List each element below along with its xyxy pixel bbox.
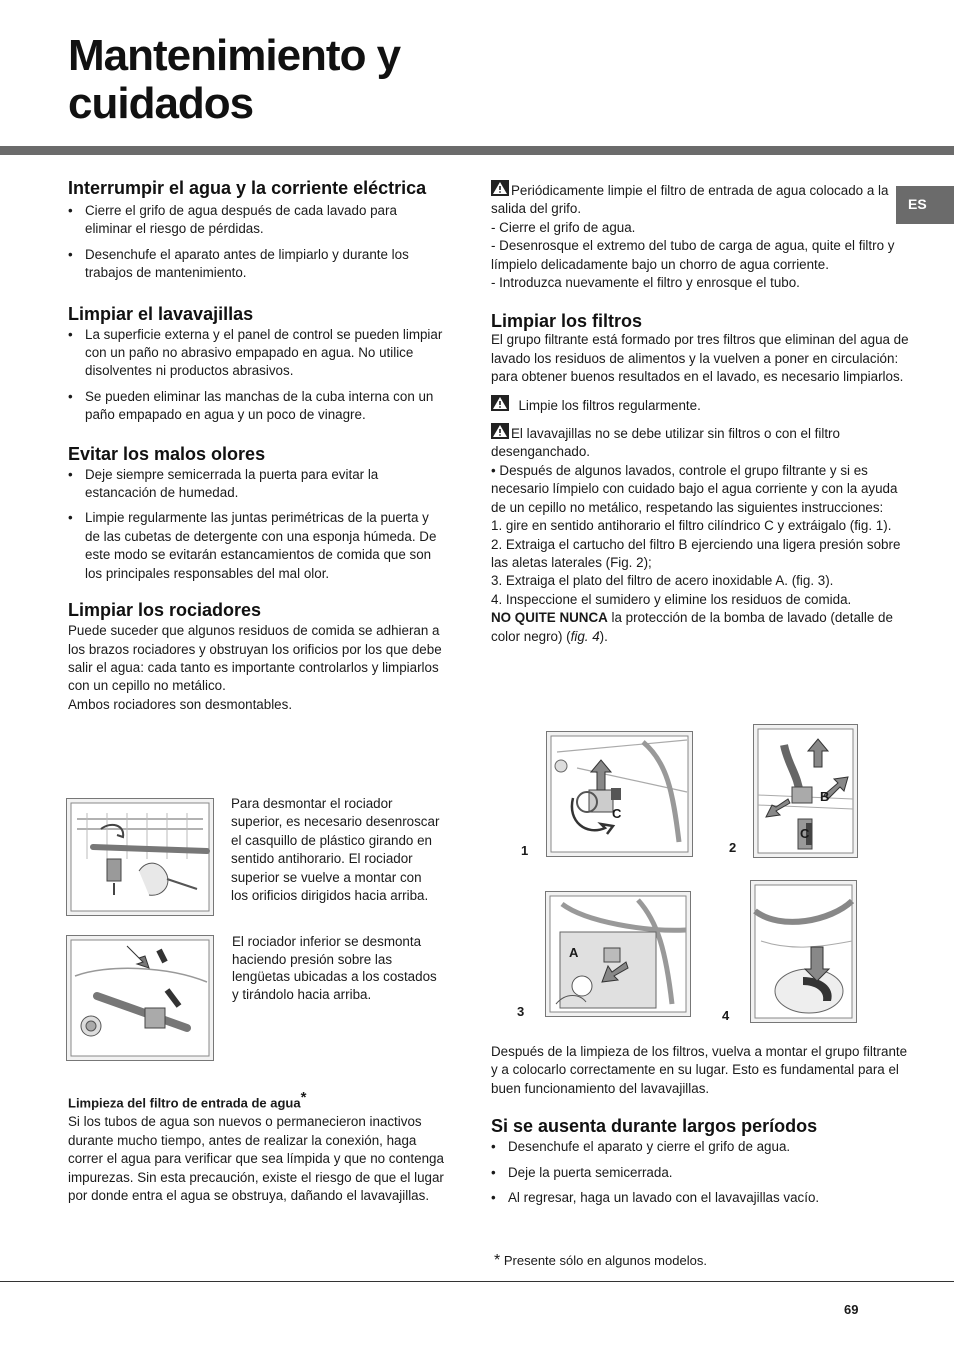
paragraph-inlet-4: - Introduzca nuevamente el filtro y enrosque el tubo. (491, 275, 800, 291)
paragraph-inlet-3: - Desenrosque el extremo del tubo de carga de agua, quite el filtro y límpielo delicadamente bajo un chorro de agua corriente. (491, 238, 895, 272)
lower-spray-arm-drawing (67, 936, 213, 1060)
warning-icon (491, 180, 509, 196)
paragraph-inlet-2: - Cierre el grifo de agua. (491, 219, 636, 235)
list-item: • Cierre el grifo de agua después de cada lavado para eliminar el riesgo de pérdidas. (68, 202, 444, 239)
paragraph-no-quite-nunca: NO QUITE NUNCA la protección de la bomba de lavado (detalle de color negro) (fig. 4). (491, 610, 893, 644)
list-item: • Deje la puerta semicerrada. (491, 1164, 911, 1182)
language-tab: ES (896, 186, 954, 224)
section-heading-filtros: Limpiar los filtros (491, 311, 643, 332)
section-heading-malos-olores: Evitar los malos olores (68, 443, 266, 464)
upper-spray-arm-illustration (66, 798, 214, 916)
list-item: • Deje siempre semicerrada la puerta para evitar la estancación de humedad. (68, 466, 444, 503)
list-item: • Limpie regularmente las juntas perimétricas de la puerta y de las cubetas de detergente con una esponja húmeda. De este modo se evitarán estancamientos de comida que son los principales responsables del mal olor. (68, 509, 444, 583)
right-column (491, 180, 911, 646)
list-item: • Desenchufe el aparato y cierre el grifo de agua. (491, 1138, 911, 1156)
figure-4-number: 4 (722, 1008, 730, 1023)
section-heading-interrumpir: Interrumpir el agua y la corriente eléctrica (68, 178, 427, 198)
list-malos-olores (68, 466, 444, 583)
section-heading-ausenta: Si se ausenta durante largos períodos (491, 1116, 818, 1137)
caption-lower-spray-arm: El rociador inferior se desmonta haciendo presión sobre las lengüetas ubicadas a los costados y tirándolo hacia arriba. (232, 934, 437, 1002)
figure-1-filter-c (546, 731, 693, 857)
page-title (68, 32, 400, 128)
list-item: • Se pueden eliminar las manchas de la cuba interna con un paño empapado en agua y un poco de vinagre. (68, 388, 444, 425)
figure-1-number: 1 (521, 843, 529, 858)
caption-upper-spray-arm: Para desmontar el rociador superior, es necesario desenroscar el casquillo de plástico girando en sentido antihorario. El rociador superior se vuelve a montar con los orificios dirigidos hacia arriba. (231, 796, 440, 904)
footnote (494, 1252, 707, 1270)
paragraph-inlet-1: Periódicamente limpie el filtro de entrada de agua colocado a la salida del grifo. (491, 180, 911, 219)
list-limpiar-lavavajillas (68, 326, 444, 425)
figure-1-label-c: C (612, 806, 622, 821)
footer-rule (0, 1281, 954, 1282)
step-4: 4. Inspeccione el sumidero y elimine los residuos de comida. (491, 591, 852, 607)
asterisk-mark: * (494, 1252, 501, 1269)
left-column (68, 178, 444, 714)
paragraph-rociadores: Puede suceder que algunos residuos de comida se adhieran a los brazos rociadores y obstruyan los orificios por los que debe salir el agua: cada tanto es importante controlarlos y limpiarlos con un cepillo no metálico. (68, 623, 442, 694)
figure-3-number: 3 (517, 1004, 525, 1019)
step-2: 2. Extraiga el cartucho del filtro B ejerciendo una ligera presión sobre las aletas laterales (Fig. 2); (491, 536, 901, 570)
paragraph-filtros-intro: El grupo filtrante está formado por tres filtros que eliminan del agua de lavado los residuos de alimentos y la vuelven a poner en circulación: para obtener buenos resultados en el lavado, es necesario limpiarlos. (491, 332, 909, 385)
heading-text: Limpieza del filtro de entrada de agua (68, 1095, 301, 1111)
warning-limpie-filtros: Limpie los filtros regularmente. (491, 395, 911, 415)
header-rule (0, 146, 954, 155)
warning-icon (491, 395, 509, 411)
lower-spray-arm-illustration (66, 935, 214, 1061)
asterisk-mark: * (300, 1089, 307, 1106)
step-3: 3. Extraiga el plato del filtro de acero inoxidable A. (fig. 3). (491, 573, 834, 589)
figure-3-label-a: A (569, 945, 579, 960)
figure-2-number: 2 (729, 840, 737, 855)
paragraph-filtro-entrada: Si los tubos de agua son nuevos o permanecieron inactivos durante mucho tiempo, antes de realizar la conexión, haga correr el agua para verificar que sea límpida y que no contenga impurezas. Sin esta precaución, existe el riesgo de que el lugar por donde entra el agua se obstruya, dañando el lavavajillas. (68, 1114, 444, 1203)
figure-3-drawing (546, 892, 690, 1016)
page-number: 69 (844, 1302, 859, 1317)
inlet-filter-section (68, 1088, 444, 1205)
paragraph-after-filters: Después de la limpieza de los filtros, vuelva a montar el grupo filtrante y a colocarlo correctamente en su lugar. Esto es fundamental para el buen funcionamiento del lavavajillas. (491, 1044, 908, 1096)
list-interrumpir (68, 202, 444, 283)
figure-4-sump (750, 880, 857, 1023)
figure-2-label-b: B (820, 789, 830, 804)
page-title-line1: Mantenimiento y (68, 31, 401, 80)
paragraph-desmontables: Ambos rociadores son desmontables. (68, 696, 293, 712)
section-heading-limpiar-lavavajillas: Limpiar el lavavajillas (68, 303, 254, 324)
figure-1-drawing (547, 732, 692, 856)
figure-3-filter-a (545, 891, 691, 1017)
footnote-text: Presente sólo en algunos modelos. (503, 1253, 707, 1268)
list-item: • Desenchufe el aparato antes de limpiarlo y durante los trabajos de mantenimiento. (68, 246, 444, 283)
figure-2-label-c: C (800, 826, 810, 841)
upper-spray-arm-drawing (67, 799, 213, 915)
warning-icon (491, 423, 509, 439)
figure-4-drawing (751, 881, 856, 1022)
section-heading-rociadores: Limpiar los rociadores (68, 600, 262, 621)
list-item: • Al regresar, haga un lavado con el lavavajillas vacío. (491, 1189, 911, 1207)
section-heading-filtro-entrada (68, 1088, 444, 1113)
paragraph-filtros-bullet: • Después de algunos lavados, controle el grupo filtrante y si es necesario límpielo con cuidado bajo el agua corriente y con la ayuda de un cepillo no metálico, respetando las siguientes instrucciones: (491, 462, 898, 515)
right-lower-column (491, 1043, 911, 1207)
list-ausenta (491, 1138, 911, 1207)
step-1: 1. gire en sentido antihorario el filtro cilíndrico C y extráigalo (fig. 1). (491, 518, 892, 534)
warning-sin-filtros: El lavavajillas no se debe utilizar sin filtros o con el filtro desenganchado. (491, 423, 911, 462)
list-item: • La superficie externa y el panel de control se pueden limpiar con un paño no abrasivo empapado en agua. No utilice disolventes ni productos abrasivos. (68, 326, 444, 381)
page-title-line2: cuidados (68, 79, 254, 128)
